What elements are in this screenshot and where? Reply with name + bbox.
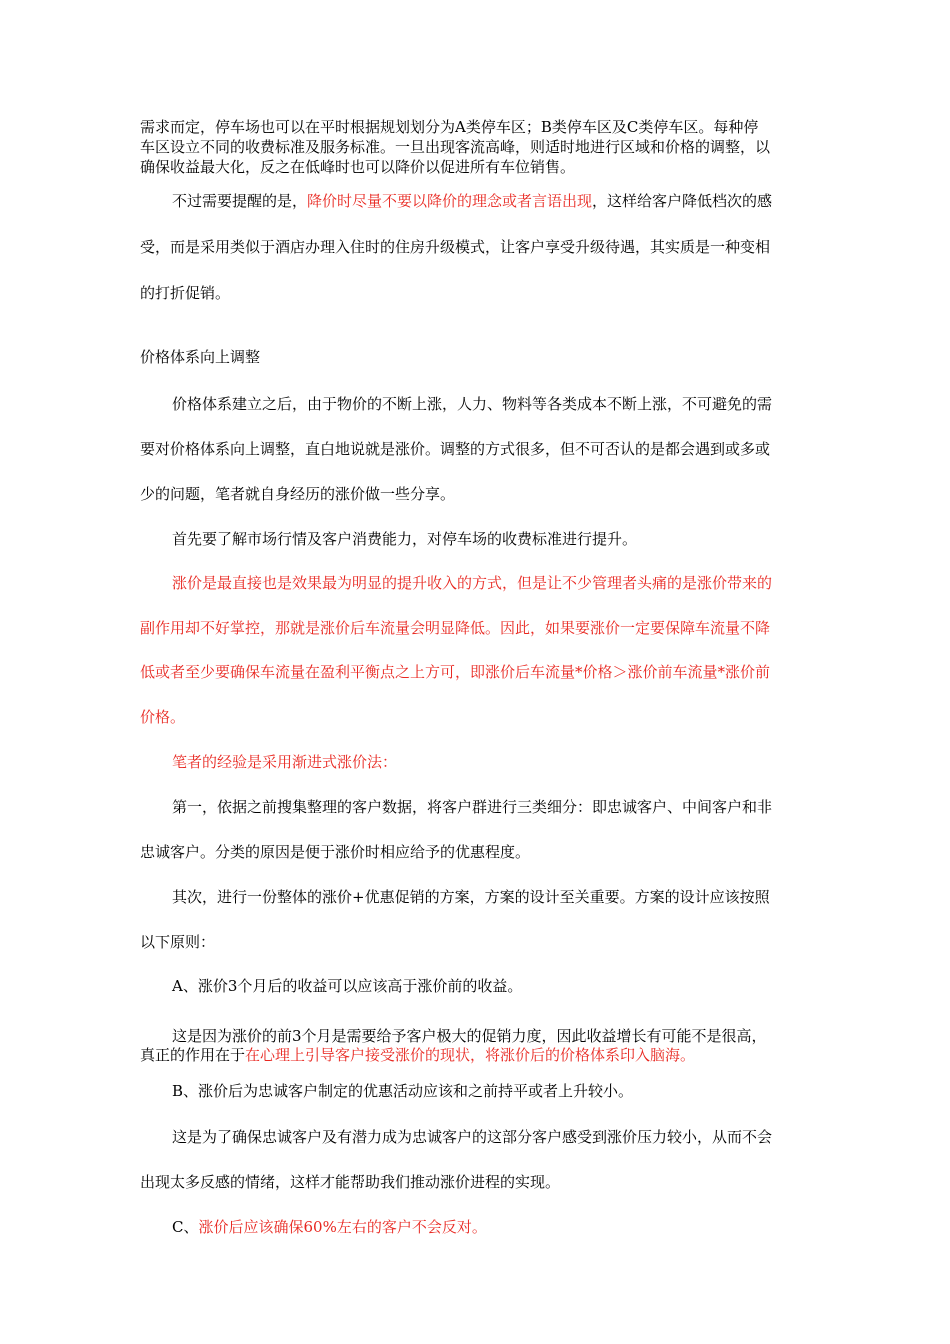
- paragraph-line: 第一，依据之前搜集整理的客户数据，将客户群进行三类细分：即忠诚客户、中间客户和非: [172, 798, 773, 816]
- highlighted-paragraph-line: 笔者的经验是采用渐进式涨价法：: [172, 753, 398, 771]
- paragraph-line: [172, 191, 820, 211]
- paragraph-line: 车区设立不同的收费标准及服务标准。一旦出现客流高峰，则适时地进行区域和价格的调整，以: [140, 138, 771, 156]
- paragraph-line: 这是因为涨价的前3个月是需要给予客户极大的促销力度，因此收益增长有可能不是很高，: [172, 1027, 767, 1045]
- highlighted-text: 降价时尽量不要以降价的理念或者言语出现: [307, 192, 593, 210]
- text-run: 真正的作用在于: [140, 1046, 246, 1064]
- paragraph-line: 首先要了解市场行情及客户消费能力，对停车场的收费标准进行提升。: [172, 530, 638, 548]
- paragraph-line: 以下原则：: [140, 933, 216, 951]
- paragraph-line: 的打折促销。: [140, 284, 231, 302]
- paragraph-line: [140, 1045, 820, 1065]
- list-item-c: [172, 1217, 820, 1237]
- highlighted-paragraph-line: 副作用却不好掌控，那就是涨价后车流量会明显降低。因此，如果要涨价一定要保障车流量不降: [140, 619, 771, 637]
- text-run: 不过需要提醒的是，: [172, 192, 308, 210]
- paragraph-line: 其次，进行一份整体的涨价+优惠促销的方案，方案的设计至关重要。方案的设计应该按照: [172, 888, 770, 906]
- paragraph-line: 少的问题，笔者就自身经历的涨价做一些分享。: [140, 485, 456, 503]
- paragraph-line: 受，而是采用类似于酒店办理入住时的住房升级模式，让客户享受升级待遇，其实质是一种变相: [140, 238, 771, 256]
- paragraph-line: 忠诚客户。分类的原因是便于涨价时相应给予的优惠程度。: [140, 843, 531, 861]
- highlighted-paragraph-line: 低或者至少要确保车流量在盈利平衡点之上方可，即涨价后车流量*价格＞涨价前车流量*涨价前: [140, 663, 771, 681]
- paragraph-line: 出现太多反感的情绪，这样才能帮助我们推动涨价进程的实现。: [140, 1173, 561, 1191]
- text-run: ，这样给客户降低档次的感: [592, 192, 773, 210]
- paragraph-line: 价格体系建立之后，由于物价的不断上涨，人力、物料等各类成本不断上涨，不可避免的需: [172, 395, 773, 413]
- text-run: C、: [172, 1218, 199, 1236]
- paragraph-line: 这是为了确保忠诚客户及有潜力成为忠诚客户的这部分客户感受到涨价压力较小，从而不会: [172, 1128, 773, 1146]
- section-heading: 价格体系向上调整: [140, 348, 261, 366]
- list-item-a: A、涨价3个月后的收益可以应该高于涨价前的收益。: [172, 977, 523, 995]
- highlighted-paragraph-line: 价格。: [140, 708, 186, 726]
- paragraph-line: 需求而定，停车场也可以在平时根据规划划分为A类停车区；B类停车区及C类停车区。每种停: [140, 118, 759, 136]
- highlighted-text: 涨价后应该确保60%左右的客户不会反对。: [198, 1218, 487, 1236]
- list-item-b: B、涨价后为忠诚客户制定的优惠活动应该和之前持平或者上升较小。: [172, 1082, 634, 1100]
- paragraph-line: 确保收益最大化，反之在低峰时也可以降价以促进所有车位销售。: [140, 158, 576, 176]
- paragraph-line: 要对价格体系向上调整，直白地说就是涨价。调整的方式很多，但不可否认的是都会遇到或多或: [140, 440, 771, 458]
- highlighted-text: 在心理上引导客户接受涨价的现状，将涨价后的价格体系印入脑海。: [245, 1046, 696, 1064]
- highlighted-paragraph-line: 涨价是最直接也是效果最为明显的提升收入的方式，但是让不少管理者头痛的是涨价带来的: [172, 574, 773, 592]
